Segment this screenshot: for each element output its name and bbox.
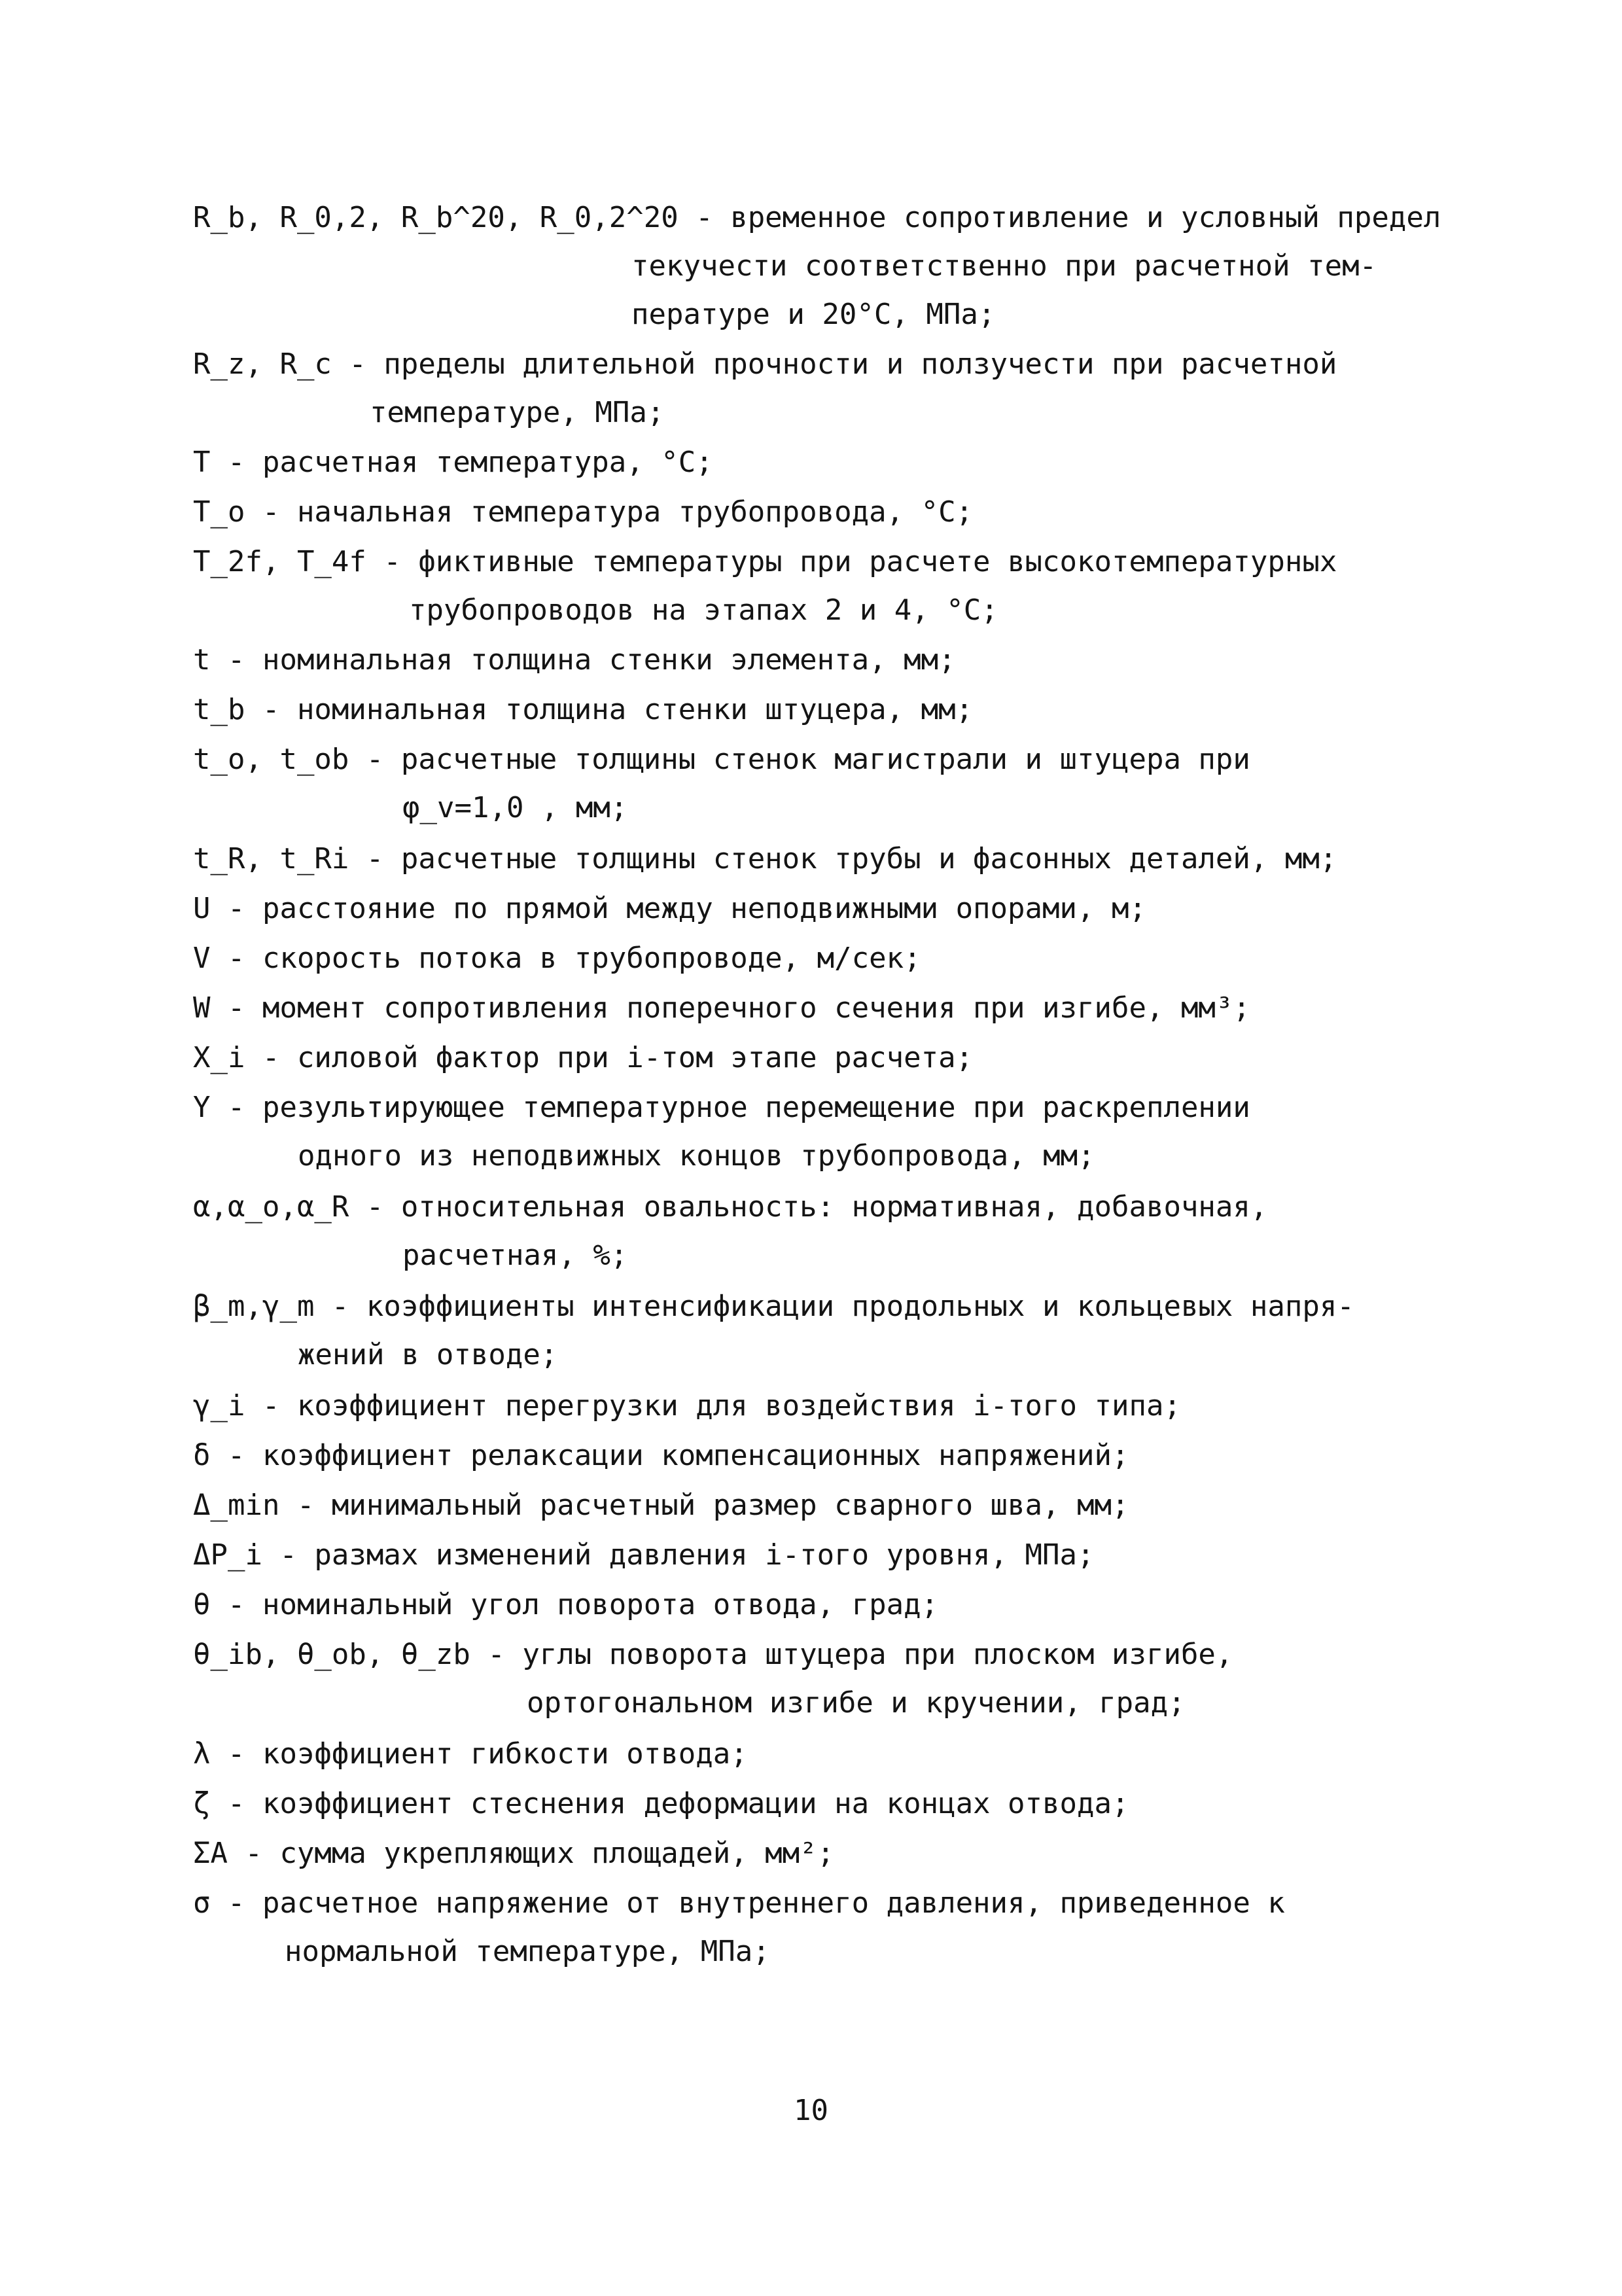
- definition-entry: [193, 1084, 1511, 1180]
- definition-line: Δ_min - минимальный расчетный размер сварного шва, мм;: [193, 1489, 1129, 1522]
- definition-line: U - расстояние по прямой между неподвижными опорами, м;: [193, 892, 1146, 925]
- definition-line: ζ - коэффициент стеснения деформации на концах отвода;: [193, 1787, 1129, 1820]
- definition-entry: [193, 1183, 1511, 1280]
- definition-line: W - момент сопротивления поперечного сечения при изгибе, мм³;: [193, 991, 1250, 1025]
- definition-line: пературе и 20°C, МПа;: [631, 298, 996, 331]
- definition-line: δ - коэффициент релаксации компенсационных напряжений;: [193, 1439, 1129, 1472]
- definition-line: T - расчетная температура, °C;: [193, 446, 713, 479]
- definition-line: одного из неподвижных концов трубопровода, мм;: [298, 1139, 1095, 1173]
- definition-entry: [193, 686, 1511, 734]
- definition-line: γ_i - коэффициент перегрузки для воздействия i-того типа;: [193, 1389, 1181, 1422]
- definition-entry: [193, 934, 1511, 983]
- definition-entry: [193, 1730, 1511, 1778]
- definition-entry: [193, 194, 1511, 339]
- definition-line: σ - расчетное напряжение от внутреннего давления, приведенное к: [193, 1886, 1285, 1920]
- definition-entry: [193, 735, 1511, 832]
- definition-entry: [193, 488, 1511, 537]
- definition-line: жений в отводе;: [298, 1338, 558, 1371]
- definition-entry: [193, 1432, 1511, 1480]
- definition-line: t_b - номинальная толщина стенки штуцера, мм;: [193, 693, 974, 726]
- definition-entry: [193, 438, 1511, 487]
- definition-line: t_o, t_ob - расчетные толщины стенок магистрали и штуцера при: [193, 743, 1250, 776]
- definition-entry: [193, 340, 1511, 437]
- definition-entry: [193, 1581, 1511, 1629]
- definition-line: R_b, R_0,2, R_b^20, R_0,2^20 - временное сопротивление и условный предел: [193, 201, 1441, 234]
- definition-entry: [193, 1034, 1511, 1082]
- definition-line: T_2f, T_4f - фиктивные температуры при расчете высокотемпературных: [193, 545, 1337, 578]
- definition-line: ΔP_i - размах изменений давления i-того уровня, МПа;: [193, 1538, 1095, 1572]
- definition-entry: [193, 1531, 1511, 1580]
- definition-line: текучести соответственно при расчетной тем-: [631, 249, 1377, 283]
- page-number: 10: [794, 2094, 828, 2127]
- definition-line: θ - номинальный угол поворота отвода, град;: [193, 1588, 939, 1621]
- definition-line: трубопроводов на этапах 2 и 4, °C;: [409, 593, 998, 627]
- definition-entry: [193, 885, 1511, 933]
- definition-line: φ_v=1,0 , мм;: [402, 791, 628, 824]
- definition-line: λ - коэффициент гибкости отвода;: [193, 1737, 748, 1771]
- definition-line: t - номинальная толщина стенки элемента, мм;: [193, 643, 956, 677]
- definition-line: T_o - начальная температура трубопровода, °C;: [193, 495, 974, 529]
- definition-line: α,α_o,α_R - относительная овальность: нормативная, добавочная,: [193, 1190, 1268, 1224]
- definition-line: Y - результирующее температурное перемещение при раскреплении: [193, 1091, 1250, 1124]
- definition-entry: [193, 835, 1511, 883]
- definition-line: V - скорость потока в трубопроводе, м/сек;: [193, 942, 921, 975]
- definition-entry: [193, 1879, 1511, 1976]
- definition-line: θ_ib, θ_ob, θ_zb - углы поворота штуцера при плоском изгибе,: [193, 1638, 1233, 1671]
- definition-line: нормальной температуре, МПа;: [285, 1935, 770, 1968]
- definition-line: R_z, R_c - пределы длительной прочности и ползучести при расчетной: [193, 347, 1337, 381]
- definition-entry: [193, 1829, 1511, 1878]
- definition-entry: [193, 1481, 1511, 1530]
- definition-line: X_i - силовой фактор при i-том этапе расчета;: [193, 1041, 974, 1074]
- definition-line: расчетная, %;: [402, 1239, 628, 1272]
- definition-line: β_m,γ_m - коэффициенты интенсификации продольных и кольцевых напря-: [193, 1290, 1354, 1323]
- definition-entry: [193, 538, 1511, 635]
- definition-entry: [193, 984, 1511, 1033]
- definition-entry: [193, 1382, 1511, 1430]
- definition-line: температуре, МПа;: [370, 396, 665, 429]
- definition-line: t_R, t_Ri - расчетные толщины стенок трубы и фасонных деталей, мм;: [193, 842, 1337, 875]
- definition-entry: [193, 636, 1511, 684]
- definition-entry: [193, 1780, 1511, 1828]
- definition-entry: [193, 1631, 1511, 1727]
- definition-line: ортогональном изгибе и кручении, град;: [527, 1686, 1186, 1720]
- definition-entry: [193, 1282, 1511, 1379]
- definition-line: ΣA - сумма укрепляющих площадей, мм²;: [193, 1837, 835, 1870]
